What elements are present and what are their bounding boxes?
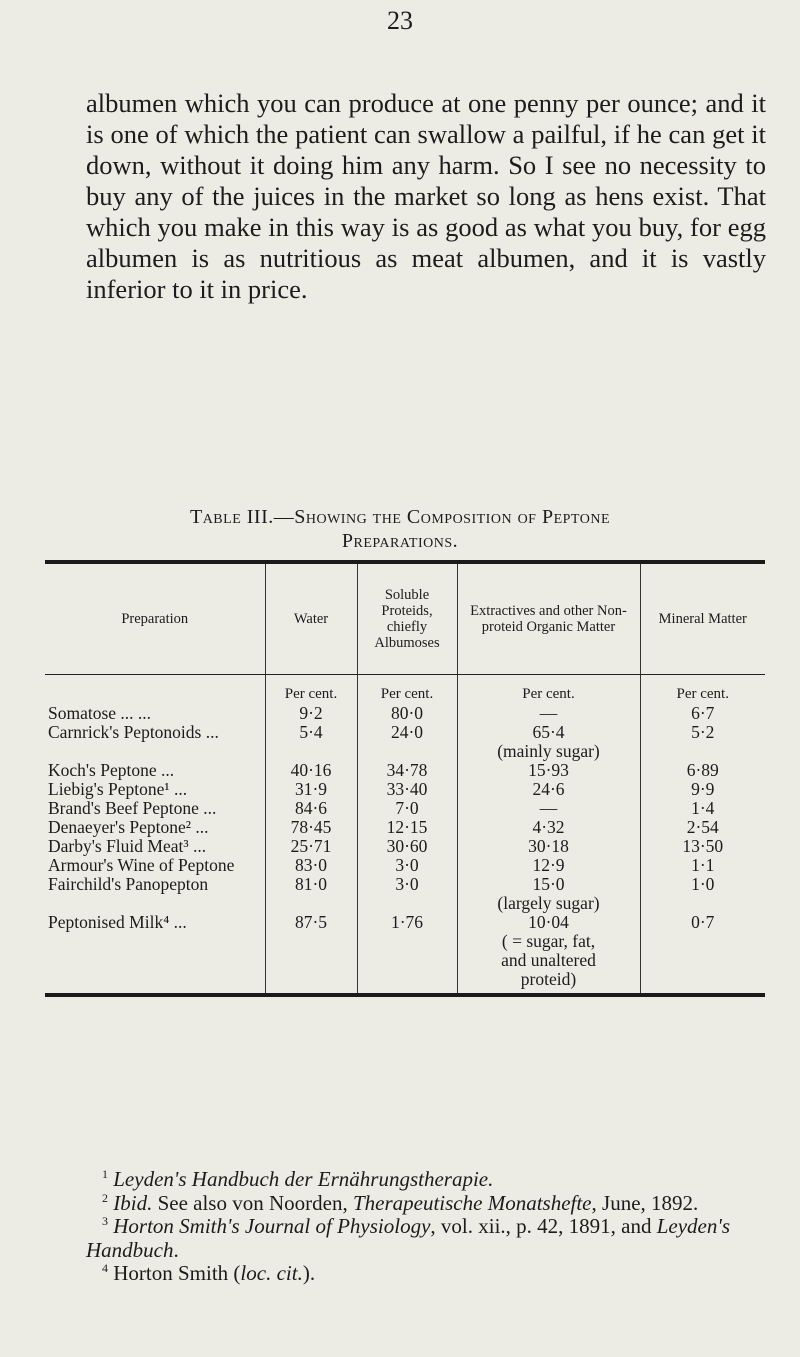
water-value: 9·2 — [265, 704, 357, 723]
water-value: 87·5 — [265, 913, 357, 995]
footnotes — [86, 1168, 766, 1286]
proteids-value: 24·0 — [357, 723, 457, 761]
extractives-value: 15·0 (largely sugar) — [457, 875, 640, 913]
units-cell: Per cent. — [265, 675, 357, 705]
proteids-value: 80·0 — [357, 704, 457, 723]
header-extractives: Extractives and other Non-proteid Organic Matter — [457, 562, 640, 675]
water-value: 78·45 — [265, 818, 357, 837]
footnote-text: , vol. xii., p. 42, 1891, and — [430, 1214, 657, 1238]
table-row — [45, 913, 765, 995]
extractives-value: — — [457, 704, 640, 723]
footnote-citation: Ibid. — [113, 1190, 153, 1215]
water-value: 84·6 — [265, 799, 357, 818]
units-cell: Per cent. — [640, 675, 765, 705]
preparation-name: Darby's Fluid Meat³ ... — [48, 836, 207, 856]
footnote-marker: 2 — [102, 1190, 108, 1205]
units-cell: Per cent. — [457, 675, 640, 705]
water-value: 40·16 — [265, 761, 357, 780]
water-value: 31·9 — [265, 780, 357, 799]
extractives-value: 30·18 — [457, 837, 640, 856]
extractives-value: 65·4 (mainly sugar) — [457, 723, 640, 761]
mineral-value: 5·2 — [640, 723, 765, 761]
water-value: 25·71 — [265, 837, 357, 856]
table-row — [45, 875, 765, 913]
footnote-2 — [86, 1192, 766, 1216]
footnote-citation: Leyden's Handbuch der Ernährungstherapie. — [113, 1167, 494, 1191]
extractives-value: 15·93 — [457, 761, 640, 780]
units-cell: Per cent. — [357, 675, 457, 705]
preparation-name: Fairchild's Panopepton — [48, 874, 209, 894]
footnote-text: ). — [302, 1261, 316, 1285]
proteids-value: 12·15 — [357, 818, 457, 837]
water-value: 81·0 — [265, 875, 357, 913]
preparation-name: Liebig's Peptone¹ ... — [48, 779, 188, 799]
table-row — [45, 723, 765, 761]
header-soluble-proteids: Soluble Proteids, chiefly Albumoses — [357, 562, 457, 675]
proteids-value: 7·0 — [357, 799, 457, 818]
footnote-citation: Leyden's Handbuch — [86, 1214, 731, 1262]
table-row — [45, 837, 765, 856]
footnote-1 — [86, 1168, 766, 1192]
footnote-3 — [86, 1215, 766, 1262]
extractives-value: 10·04 ( = sugar, fat, and unaltered proteid) — [457, 913, 640, 995]
proteids-value: 34·78 — [357, 761, 457, 780]
extractives-value: — — [457, 799, 640, 818]
footnote-citation: loc. cit. — [240, 1261, 303, 1285]
water-value: 5·4 — [265, 723, 357, 761]
proteids-value: 3·0 — [357, 875, 457, 913]
table-caption-line1: Table III.—Showing the Composition of Peptone — [189, 506, 610, 528]
footnote-marker: 1 — [102, 1167, 108, 1181]
table-row — [45, 704, 765, 723]
extractives-value: 12·9 — [457, 856, 640, 875]
units-cell — [45, 675, 265, 705]
mineral-value: 0·7 — [640, 913, 765, 995]
table-row — [45, 761, 765, 780]
footnote-citation: Horton Smith's Journal of Physiology — [113, 1214, 431, 1238]
proteids-value: 3·0 — [357, 856, 457, 875]
table-row — [45, 818, 765, 837]
header-water: Water — [265, 562, 357, 675]
extractives-value: 24·6 — [457, 780, 640, 799]
footnote-text: , June, 1892. — [591, 1190, 699, 1215]
header-preparation: Preparation — [45, 562, 265, 675]
proteids-value: 33·40 — [357, 780, 457, 799]
footnote-marker: 3 — [102, 1214, 108, 1228]
units-row — [45, 675, 765, 705]
body-paragraph: albumen which you can produce at one penny per ounce; and it is one of which the patient can swallow a pailful, if he can get it down, without it doing him any harm. So I see no necessity to buy any of the juices in the market so long as hens exist. That which you make in this way is as good as what you buy, for egg albumen is as nutritious as meat albumen, and it is vastly inferior to it in price. — [86, 88, 766, 304]
mineral-value: 13·50 — [640, 837, 765, 856]
table-header-row — [45, 562, 765, 675]
header-mineral-matter: Mineral Matter — [640, 562, 765, 675]
table-row — [45, 799, 765, 818]
mineral-value: 6·7 — [640, 704, 765, 723]
footnote-text: . — [173, 1237, 179, 1262]
preparation-name: Carnrick's Peptonoids ... — [48, 722, 219, 742]
table-row — [45, 856, 765, 875]
mineral-value: 1·0 — [640, 875, 765, 913]
proteids-value: 30·60 — [357, 837, 457, 856]
mineral-value: 1·4 — [640, 799, 765, 818]
footnote-marker: 4 — [102, 1261, 108, 1275]
preparation-name: Denaeyer's Peptone² ... — [48, 817, 209, 837]
mineral-value: 2·54 — [640, 818, 765, 837]
table-caption-line2: Preparations. — [341, 530, 459, 552]
composition-table — [45, 560, 765, 997]
footnote-citation: Therapeutische Monatshefte — [352, 1190, 592, 1215]
proteids-value: 1·76 — [357, 913, 457, 995]
preparation-name: Somatose ... ... — [48, 703, 152, 723]
footnote-text: See also von Noorden, — [152, 1190, 353, 1215]
footnote-4 — [86, 1262, 766, 1286]
table-caption — [60, 505, 740, 553]
mineral-value: 1·1 — [640, 856, 765, 875]
preparation-name: Armour's Wine of Peptone — [48, 855, 235, 875]
preparation-name: Brand's Beef Peptone ... — [48, 798, 217, 818]
page-number: 23 — [387, 6, 413, 35]
preparation-name: Koch's Peptone ... — [48, 760, 175, 780]
extractives-value: 4·32 — [457, 818, 640, 837]
footnote-text: Horton Smith ( — [113, 1261, 241, 1285]
mineral-value: 9·9 — [640, 780, 765, 799]
preparation-name: Peptonised Milk⁴ ... — [45, 913, 265, 995]
mineral-value: 6·89 — [640, 761, 765, 780]
water-value: 83·0 — [265, 856, 357, 875]
table-row — [45, 780, 765, 799]
